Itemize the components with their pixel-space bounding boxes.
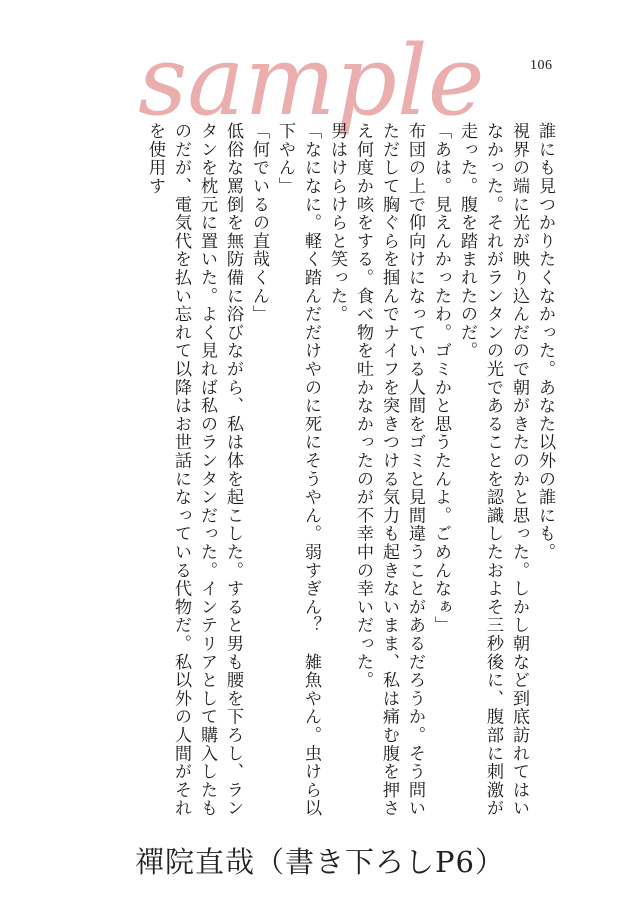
paragraph: 低俗な罵倒を無防備に浴びながら、私は体を起こした。すると男も腰を下ろし、ランタンを枕元に置いた。よく見れば私のランタンだった。インテリアとして購入したものだが、電気代を払い忘れて以降はお世話になっている代物だ。私以外の人間がそれを使用す [145, 122, 243, 818]
paragraph: 男はけらけらと笑った。 [327, 122, 347, 324]
caption: 禪院直哉（書き下ろしP6） [135, 845, 505, 879]
paragraph: 「あは。見えんかったわ。ゴミかと思うたんよ。ごめんなぁ」 [431, 122, 451, 635]
paragraph: 視界の端に光が映り込んだので朝がきたのかと思った。しかし朝など到底訪れてはいなかった。それがランタンの光であることを認識したおよそ三秒後に、腹部に刺激が走った。腹を踏まれたのだ。 [457, 122, 529, 818]
sample-watermark [130, 22, 530, 137]
watermark-text: sample [138, 25, 485, 137]
paragraph: 誰にも見つかりたくなかった。あなた以外の誰にも。 [535, 122, 555, 562]
paragraph: 「何でいるの直哉くん」 [249, 122, 269, 324]
paragraph: 「なになに。軽く踏んだだけやのに死にそうやん。弱すぎん？ 雑魚やん。虫けら以下やん」 [275, 122, 321, 818]
vertical-body-text [118, 122, 558, 822]
paragraph: 布団の上で仰向けになっている人間をゴミと見間違うことがあるだろうか。そう問いただして胸ぐらを掴んでナイフを突きつける気力も起きないまま、私は痛む腹を押さえ何度か咳をする。食べ物を吐かなかったのが不幸中の幸いだった。 [353, 122, 425, 818]
page-number: 106 [530, 58, 553, 73]
